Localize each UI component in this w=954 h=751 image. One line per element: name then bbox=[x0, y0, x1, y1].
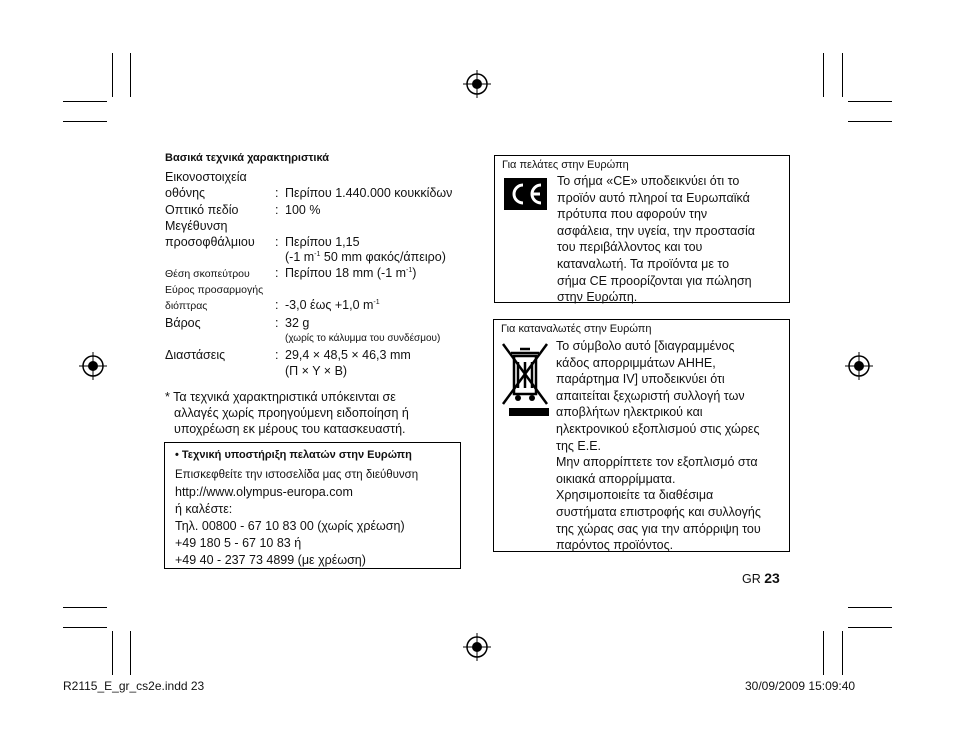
support-phone-alt: +49 180 5 - 67 10 83 ή bbox=[175, 536, 302, 550]
support-phone-free: Τηλ. 00800 - 67 10 83 00 (χωρίς χρέωση) bbox=[175, 519, 405, 533]
weee-box bbox=[493, 319, 790, 552]
note-line: αλλαγές χωρίς προηγούμενη ειδοποίηση ή bbox=[174, 406, 409, 420]
weee-line: οικιακά απορρίμματα. bbox=[556, 471, 676, 486]
spec-label-weight: Βάρος bbox=[165, 316, 201, 330]
footer-file: R2115_E_gr_cs2e.indd 23 bbox=[63, 679, 205, 693]
support-phone-paid: +49 40 - 237 73 4899 (με χρέωση) bbox=[175, 553, 366, 567]
weee-line: παρόντος προϊόντος. bbox=[556, 538, 674, 553]
registration-mark-icon bbox=[845, 352, 873, 380]
page-number-value: 23 bbox=[764, 570, 780, 586]
support-heading: • Τεχνική υποστήριξη πελατών στην Ευρώπη bbox=[175, 449, 412, 461]
weee-line: Το σύμβολο αυτό [διαγραμμένος bbox=[556, 339, 735, 353]
weee-line: της χώρας σας για την απόρριψη του bbox=[556, 521, 761, 536]
weee-line: κάδος απορριμμάτων ΑΗΗΕ, bbox=[556, 355, 716, 370]
support-website-link[interactable]: http://www.olympus-europa.com bbox=[175, 485, 353, 499]
weee-line: παράρτημα IV] υποδεικνύει ότι bbox=[556, 372, 725, 387]
ce-line: Το σήμα «CE» υποδεικνύει ότι το bbox=[557, 174, 740, 188]
ce-line: ασφάλεια, την υγεία, την προστασία bbox=[557, 223, 755, 238]
ce-mark-icon bbox=[504, 178, 547, 210]
ce-line: καταναλωτή. Τα προϊόντα με το bbox=[557, 256, 730, 271]
ce-line: του περιβάλλοντος και του bbox=[557, 240, 703, 255]
spec-value-dimensions-axes: (Π × Υ × Β) bbox=[285, 364, 348, 378]
spec-label-pixels-a: Εικονοστοιχεία bbox=[165, 170, 247, 184]
ce-line: σήμα CE προορίζονται για πώληση bbox=[557, 273, 752, 288]
spec-label-magnification-a: Μεγέθυνση bbox=[165, 219, 228, 233]
support-line: Επισκεφθείτε την ιστοσελίδα μας στη διεύθυνση bbox=[175, 469, 419, 481]
spec-label-magnification-b: προσοφθάλμιου bbox=[165, 235, 255, 249]
weee-line: απαιτείται ξεχωριστή συλλογή των bbox=[556, 388, 745, 403]
spec-value-diopter: -3,0 έως +1,0 $m^{-1}$ bbox=[285, 298, 380, 312]
weee-line: ηλεκτρονικού εξοπλισμού στις χώρες bbox=[556, 421, 760, 436]
ce-line: στην Ευρώπη. bbox=[557, 290, 638, 305]
footer-datetime: 30/09/2009 15:09:40 bbox=[745, 679, 856, 693]
spec-label-eyepoint: Θέση σκοπεύτρου bbox=[165, 268, 250, 280]
registration-mark-icon bbox=[463, 633, 491, 661]
crossed-bin-icon bbox=[501, 342, 549, 417]
ce-line: πρότυπα που αφορούν την bbox=[557, 207, 708, 222]
spec-colon: : bbox=[275, 235, 279, 249]
page-number bbox=[742, 570, 780, 586]
weee-line: αποβλήτων ηλεκτρικού και bbox=[556, 405, 703, 420]
specs-title: Βασικά τεχνικά χαρακτηριστικά bbox=[165, 152, 330, 164]
spec-label-diopter-a: Εύρος προσαρμογής bbox=[165, 284, 264, 296]
spec-colon: : bbox=[275, 298, 279, 312]
ce-box-text bbox=[557, 173, 755, 306]
spec-label-pixels-b: οθόνης bbox=[165, 186, 206, 200]
spec-value-pixels: Περίπου 1.440.000 κουκκίδων bbox=[285, 186, 453, 200]
spec-change-note bbox=[165, 389, 409, 437]
note-line: * Τα τεχνικά χαρακτηριστικά υπόκεινται σε bbox=[165, 390, 396, 404]
spec-colon: : bbox=[275, 266, 279, 280]
spec-label-diopter-b: διόπτρας bbox=[165, 300, 208, 312]
registration-mark-icon bbox=[79, 352, 107, 380]
spec-value-field: 100 % bbox=[285, 203, 321, 217]
weee-box-title: Για καταναλωτές στην Ευρώπη bbox=[501, 323, 652, 335]
ce-line: προϊόν αυτό πληροί τα Ευρωπαϊκά bbox=[557, 190, 750, 205]
support-lines bbox=[175, 467, 418, 569]
weee-line: της Ε.Ε. bbox=[556, 438, 602, 453]
spec-colon: : bbox=[275, 203, 279, 217]
weee-line: Χρησιμοποιείτε τα διαθέσιμα bbox=[556, 488, 714, 503]
spec-value-eyepoint: Περίπου 18 mm (-1 $m^{-1}$) bbox=[285, 266, 417, 280]
spec-value-weight: 32 g bbox=[285, 316, 310, 330]
weee-line: συστήματα επιστροφής και συλλογής bbox=[556, 504, 761, 519]
page-lang: GR bbox=[742, 572, 761, 586]
spec-colon: : bbox=[275, 348, 279, 362]
spec-value-magnification: Περίπου 1,15 bbox=[285, 235, 360, 249]
ce-box-title: Για πελάτες στην Ευρώπη bbox=[502, 159, 629, 171]
support-box bbox=[164, 442, 461, 569]
note-line: υποχρέωση εκ μέρους του κατασκευαστή. bbox=[174, 422, 406, 436]
support-line: ή καλέστε: bbox=[175, 502, 233, 516]
weee-box-text bbox=[556, 338, 761, 554]
spec-value-magnification-detail: (-1 $m^{-1}$ 50 mm φακός/άπειρο) bbox=[285, 250, 446, 264]
spec-colon: : bbox=[275, 186, 279, 200]
weee-line: Μην απορρίπτετε τον εξοπλισμό στα bbox=[556, 455, 758, 470]
registration-mark-icon bbox=[463, 70, 491, 98]
ce-box bbox=[494, 155, 790, 303]
spec-colon: : bbox=[275, 316, 279, 330]
spec-value-weight-note: (χωρίς το κάλυμμα του συνδέσμου) bbox=[285, 333, 441, 344]
spec-label-dimensions: Διαστάσεις bbox=[165, 348, 226, 362]
spec-label-field: Οπτικό πεδίο bbox=[165, 203, 239, 217]
spec-value-dimensions: 29,4 × 48,5 × 46,3 mm bbox=[285, 348, 411, 362]
